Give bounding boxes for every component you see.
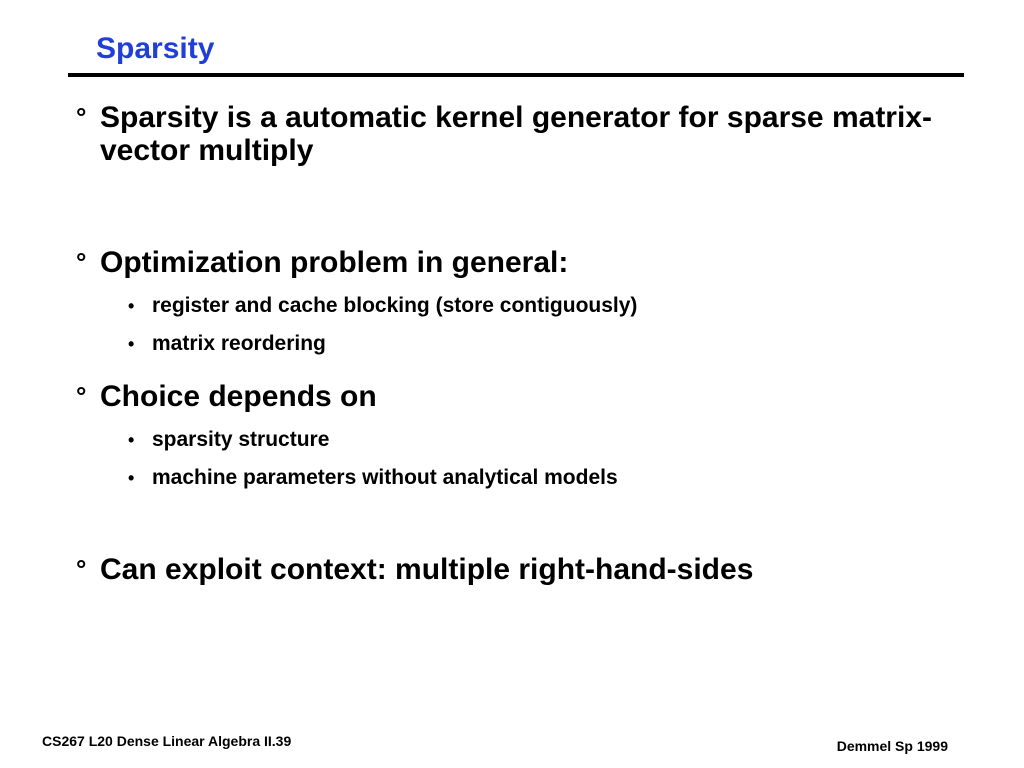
bullet-choice-depends [72,380,972,413]
dot-bullet-icon: • [128,334,135,354]
subbullet-text: machine parameters without analytical models [152,466,618,489]
bullet-text: Choice depends on [100,380,377,413]
subbullet-sparsity-structure [126,427,926,453]
subbullet-machine-parameters [126,465,926,491]
footer-author-label: Demmel Sp 1999 [836,738,948,754]
bullet-text: Sparsity is a automatic kernel generator for sparse matrix-vector multiply [100,101,932,167]
title-underline [68,73,964,77]
subbullet-text: sparsity structure [152,428,330,451]
bullet-exploit-context [72,553,972,586]
subbullet-text: matrix reordering [152,332,326,355]
degree-bullet-icon: ° [76,102,87,132]
bullet-optimization-problem [72,246,972,279]
dot-bullet-icon: • [128,430,135,450]
subbullet-matrix-reordering [126,331,926,357]
footer-course-label: CS267 L20 Dense Linear Algebra II.39 [42,733,292,749]
bullet-text: Can exploit context: multiple right-hand-sides [100,553,754,586]
subbullet-register-cache-blocking [126,293,926,319]
bullet-text: Optimization problem in general: [100,246,569,279]
subbullet-text: register and cache blocking (store contiguously) [152,294,638,317]
degree-bullet-icon: ° [76,247,87,277]
dot-bullet-icon: • [128,296,135,316]
bullet-sparsity-definition [72,101,972,167]
degree-bullet-icon: ° [76,381,87,411]
slide-title: Sparsity [96,32,215,65]
degree-bullet-icon: ° [76,554,87,584]
dot-bullet-icon: • [128,468,135,488]
